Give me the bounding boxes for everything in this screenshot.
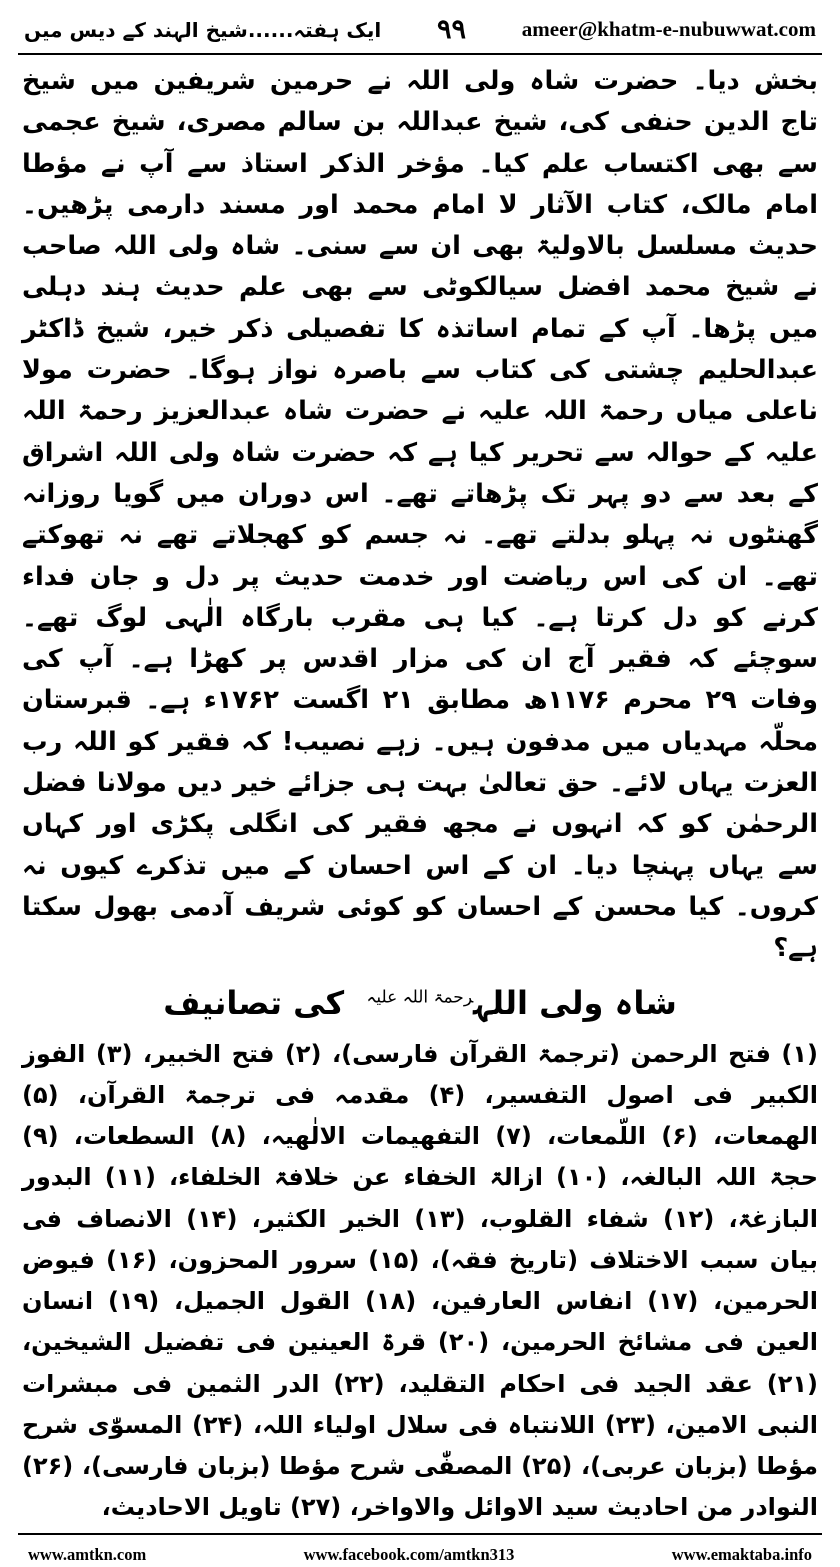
section-heading-suffix: کی تصانیف xyxy=(163,983,345,1022)
footer-link-facebook[interactable]: www.facebook.com/amtkn313 xyxy=(303,1544,515,1564)
list-item: (۳) الفوز الکبیر فی اصول التفسیر xyxy=(22,1039,818,1109)
list-item: (۱۰) ازالۃ الخفاء عن خلافۃ الخلفاء xyxy=(178,1163,608,1192)
list-item: (۲) فتح الخبیر xyxy=(152,1039,322,1068)
list-item: (۱۹) انسان العین فی مشائخ الحرمین xyxy=(22,1287,818,1357)
footer-links xyxy=(18,1541,822,1567)
list-item: (۲۳) اللانتباہ فی سلال اولیاء اللہ xyxy=(262,1410,656,1439)
page-footer xyxy=(18,1529,822,1567)
list-item: (۲۰) قرۃ العینین فی تفضیل الشیخین xyxy=(31,1328,490,1357)
list-item: (۹) حجۃ اللہ البالغہ xyxy=(22,1122,818,1192)
list-item: (۴) مقدمہ فی ترجمۃ القرآن xyxy=(87,1080,466,1109)
footer-link-website[interactable]: www.amtkn.com xyxy=(28,1544,147,1564)
list-item: (۵) الھمعات xyxy=(22,1080,818,1151)
list-item: (۱۳) الخیر الکثیر xyxy=(260,1204,466,1233)
list-item: (۱) فتح الرحمن (ترجمۃ القرآن فارسی) xyxy=(341,1039,818,1068)
honorific-mark: رحمۃ اللہ علیہ xyxy=(366,986,474,1007)
section-heading xyxy=(22,984,818,1022)
list-item: (۱۶) فیوض الحرمین xyxy=(22,1245,818,1316)
body-paragraph: بخش دیا۔ حضرت شاہ ولی اللہ نے حرمین شریفین میں شیخ تاج الدین حنفی کی، شیخ عبداللہ بن سالم مصری، شیخ عجمی سے بھی اکتساب علم کیا۔ مؤخر الذکر استاذ سے آپ نے مؤطا امام مالک، کتاب الآثار لا امام محمد اور مسند دارمی پڑھیں۔ حدیث مسلسل بالاولیۃ بھی ان سے سنی۔ شاہ ولی اللہ صاحب نے شیخ محمد افضل سیالکوٹی سے بھی علم حدیث ہند دہلی میں پڑھا۔ آپ کے تمام اساتذہ کا تفصیلی ذکر خیر، شیخ ڈاکٹر عبدالحلیم چشتی کی کتاب سے باصرہ نواز ہوگا۔ حضرت مولا ناعلی میاں رحمۃ اللہ علیہ نے حضرت شاہ عبدالعزیز رحمۃ اللہ علیہ کے حوالہ سے تحریر کیا ہے کہ حضرت شاہ ولی اللہ اشراق کے بعد سے دو پہر تک پڑھاتے تھے۔ اس دوران میں گویا روزانہ گھنٹوں نہ پہلو بدلتے تھے۔ نہ جسم کو کھجلاتے تھے نہ تھوکتے تھے۔ ان کی اس ریاضت اور خدمت حدیث پر دل و جان فداء کرنے کو دل کرتا ہے۔ کیا ہی مقرب بارگاہ الٰہی لوگ تھے۔ سوچئے کہ فقیر آج ان کی مزار اقدس پر کھڑا ہے۔ آپ کی وفات ۲۹ محرم ۱۱۷۶ھ مطابق ۲۱ اگست ۱۷۶۲ء ہے۔ قبرستان محلّہ مہدیاں میں مدفون ہیں۔ زہے نصیب! کہ فقیر کو اللہ رب العزت یہاں لائے۔ حق تعالیٰ بہت ہی جزائے خیر دیں مولانا فضل الرحمٰن کو کہ انہوں نے مجھ فقیر کی انگلی پکڑی اور کہاں سے یہاں پہنچا دیا۔ ان کے اس احسان کے میں تذکرے کیوں نہ کروں۔ کیا محسن کے احسان کو کوئی شریف آدمی بھول سکتا ہے؟ xyxy=(22,66,818,964)
works-list: (۱) فتح الرحمن (ترجمۃ القرآن فارسی)، (۲) فتح الخبیر، (۳) الفوز الکبیر فی اصول التفسیر، (۴) مقدمہ فی ترجمۃ القرآن، (۵) الھمعات، (۶) اللّمعات، (۷) التفھیمات الالٰھیہ، (۸) السطعات، (۹) حجۃ اللہ البالغہ، (۱۰) ازالۃ الخفاء عن خلافۃ الخلفاء، (۱۱) البدور البازغۃ، (۱۲) شفاء القلوب، (۱۳) الخیر الکثیر، (۱۴) الانصاف فی بیان سبب الاختلاف (تاریخ فقہ)، (۱۵) سرور المحزون، (۱۶) فیوض الحرمین، (۱۷) انفاس العارفین، (۱۸) القول الجمیل، (۱۹) انسان العین فی مشائخ الحرمین، (۲۰) قرۃ العینین فی تفضیل الشیخین، (۲۱) عقد الجید فی احکام التقلید، (۲۲) الدر الثمین فی مبشرات النبی الامین، (۲۳) اللانتباہ فی سلال اولیاء اللہ، (۲۴) المسوّٰی شرح مؤطا (بزبان عربی)، (۲۵) المصفّٰی شرح مؤطا (بزبان فارسی)، (۲۶) النوادر من احادیث سید الاوائل والاواخر، (۲۷) تاویل الاحادیث، xyxy=(22,1039,818,1522)
list-item: (۶) اللّمعات xyxy=(556,1122,698,1151)
list-item: (۲۴) المسوّٰی شرح مؤطا (بزبان عربی) xyxy=(22,1410,818,1481)
list-item: (۸) السطعات xyxy=(82,1122,247,1151)
list-item: (۱۵) سرور المحزون xyxy=(177,1245,420,1274)
footer-link-emaktaba[interactable]: www.emaktaba.info xyxy=(671,1544,812,1564)
section-heading-main: شاہ ولی اللہ xyxy=(473,983,677,1022)
list-item: (۲۷) تاویل الاحادیث، xyxy=(101,1493,342,1522)
list-item: (۲۶) النوادر من احادیث سید الاوائل والاواخر xyxy=(22,1452,818,1522)
list-item: (۲۲) الدر الثمین فی مبشرات النبی الامین xyxy=(22,1369,818,1439)
header-book-title: ایک ہفتہ......شیخ الہند کے دیس میں xyxy=(24,17,382,42)
list-item: (۱۱) البدور البازغۃ xyxy=(22,1163,818,1233)
footer-divider xyxy=(18,1533,822,1535)
list-item: (۱۸) القول الجمیل xyxy=(183,1287,417,1316)
list-item: (۷) التفھیمات الالٰھیہ xyxy=(270,1122,532,1151)
page-number: ٩٩ xyxy=(436,14,466,45)
page-header xyxy=(18,10,822,51)
header-email: ameer@khatm-e-nubuwwat.com xyxy=(521,17,816,41)
list-item: (۱۴) الانصاف فی بیان سبب الاختلاف (تاریخ فقہ) xyxy=(22,1204,818,1274)
list-item: (۲۵) المصفّٰی شرح مؤطا (بزبان فارسی) xyxy=(91,1452,573,1481)
list-item: (۲۱) عقد الجید فی احکام التقلید xyxy=(407,1369,818,1398)
list-item: (۱۷) انفاس العارفین xyxy=(440,1287,699,1316)
page-content xyxy=(18,55,822,1529)
list-item: (۱۲) شفاء القلوب xyxy=(488,1204,715,1233)
